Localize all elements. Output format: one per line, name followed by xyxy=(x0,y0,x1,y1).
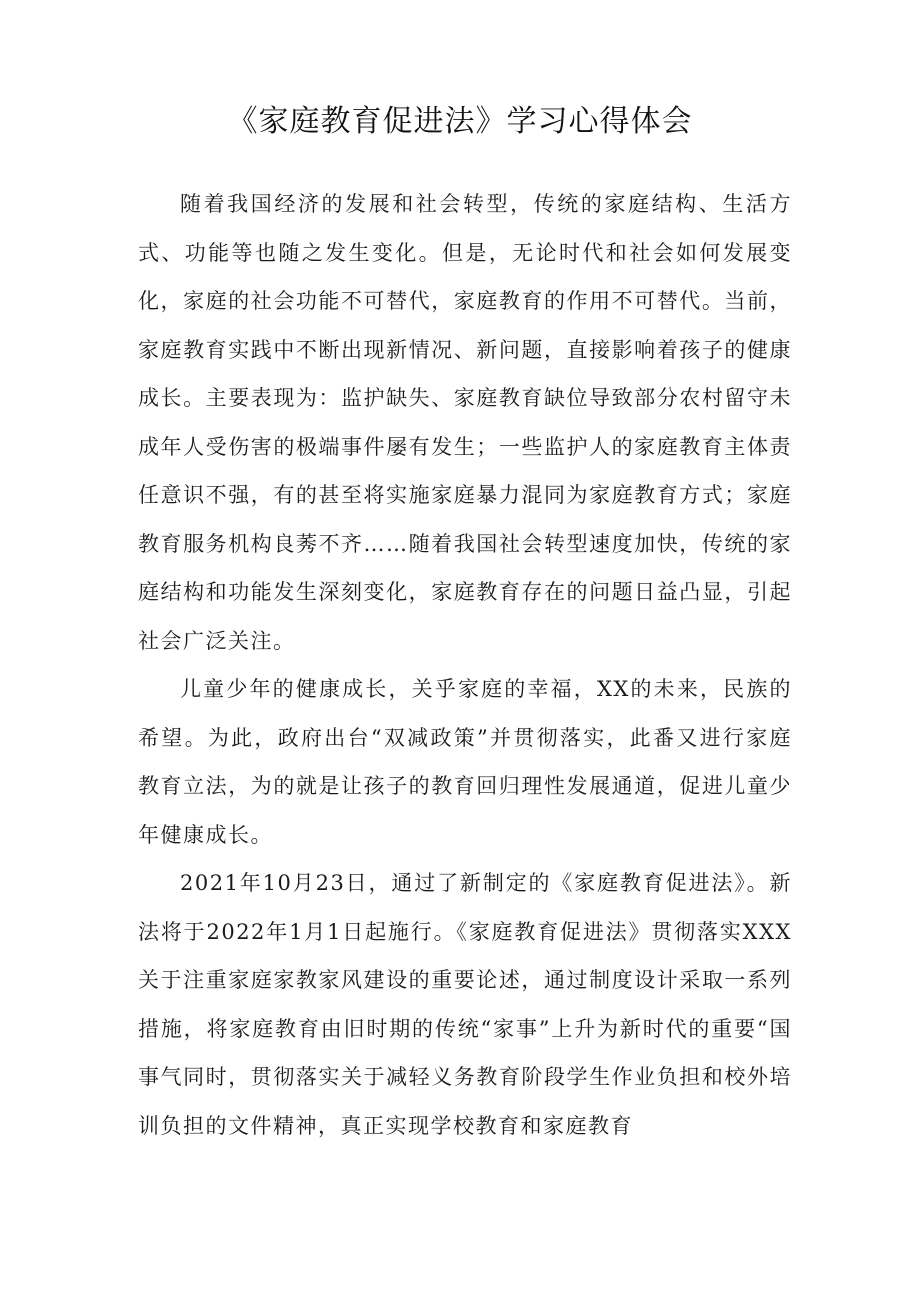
document-title: 《家庭教育促进法》学习心得体会 xyxy=(227,104,693,139)
paragraph-3: 2021年10月23日，通过了新制定的《家庭教育促进法》。新法将于2022年1月1日起施行。《家庭教育促进法》贯彻落实XXX关于注重家庭家教家风建设的重要论述，通过制度设计采取一系列措施，将家庭教育由旧时期的传统“家事”上升为新时代的重要“国事气同时，贯彻落实关于减轻义务教育阶段学生作业负担和校外培训负担的文件精神，真正实现学校教育和家庭教育 xyxy=(138,871,792,1138)
paragraph-1: 随着我国经济的发展和社会转型，传统的家庭结构、生活方式、功能等也随之发生变化。但是，无论时代和社会如何发展变化，家庭的社会功能不可替代，家庭教育的作用不可替代。当前，家庭教育实践中不断出现新情况、新问题，直接影响着孩子的健康成长。主要表现为：监护缺失、家庭教育缺位导致部分农村留守未成年人受伤害的极端事件屡有发生；一些监护人的家庭教育主体责任意识不强，有的甚至将实施家庭暴力混同为家庭教育方式；家庭教育服务机构良莠不齐……随着我国社会转型速度加快，传统的家庭结构和功能发生深刻变化，家庭教育存在的问题日益凸显，引起社会广泛关注。 xyxy=(138,192,792,653)
paragraph-2: 儿童少年的健康成长，关乎家庭的幸福，XX的未来，民族的希望。为此，政府出台“双减政策”并贯彻落实，此番又进行家庭教育立法，为的就是让孩子的教育回归理性发展通道，促进儿童少年健康成长。 xyxy=(138,677,792,847)
document-body xyxy=(138,180,792,1150)
